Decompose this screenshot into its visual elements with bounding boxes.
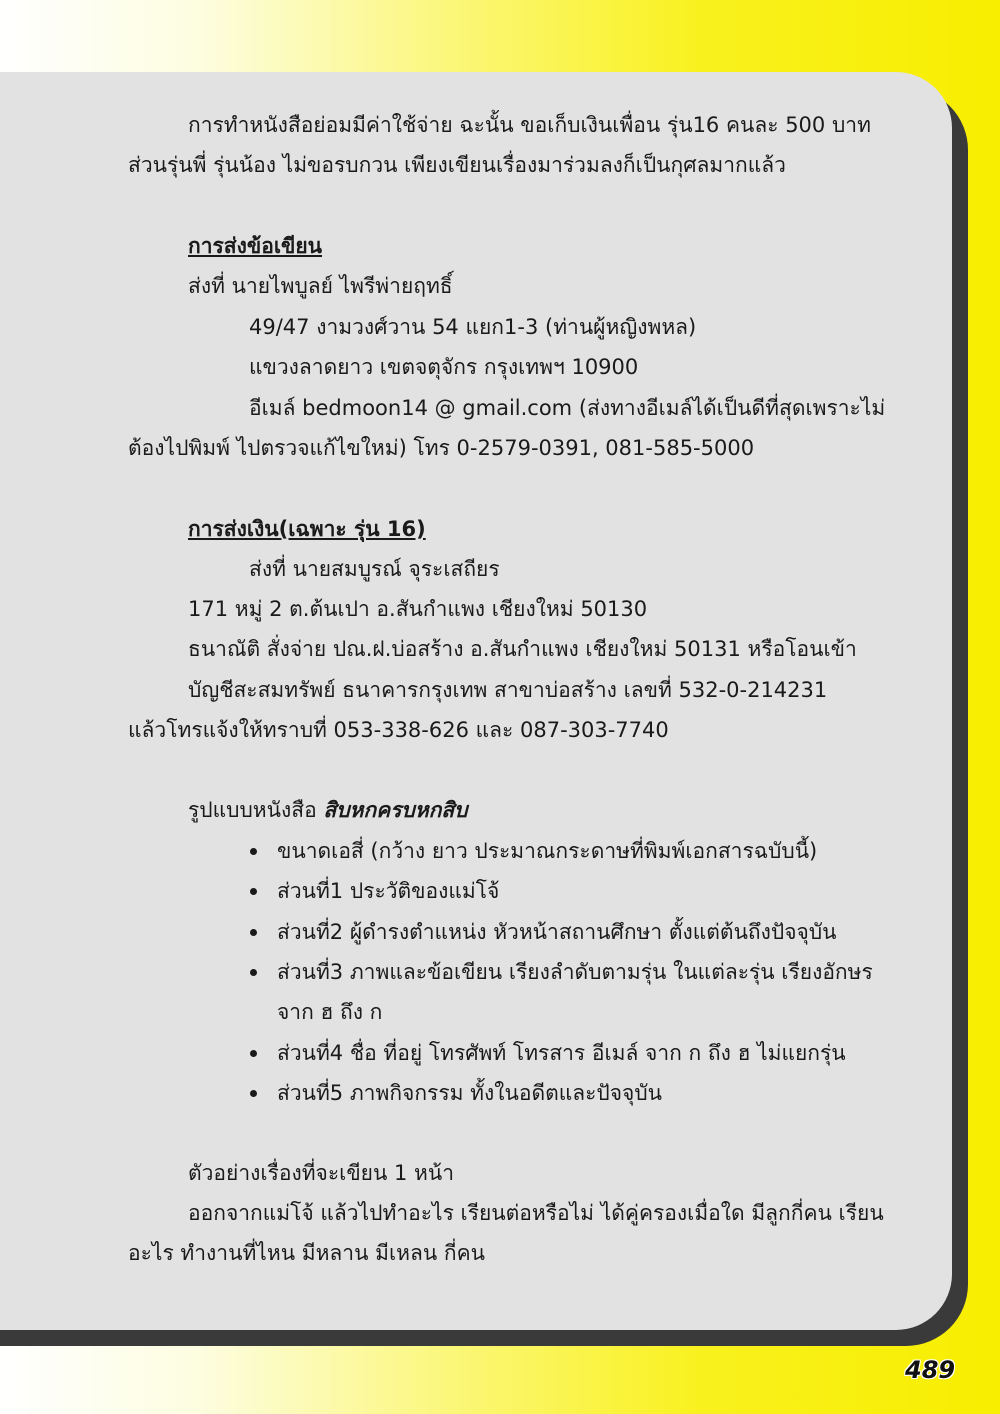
format-item-6: ส่วนที่5 ภาพกิจกรรม ทั้งในอดีตและปัจจุบัน (277, 1081, 663, 1105)
format-label: รูปแบบหนังสือ (188, 798, 317, 822)
bullet-dot (250, 848, 257, 855)
format-item-4: ส่วนที่3 ภาพและข้อเขียน เรียงลำดับตามรุ่น ในแต่ละรุ่น เรียงอักษร (277, 960, 873, 984)
writing-phone-line: ต้องไปพิมพ์ ไปตรวจแก้ไขใหม่) โทร 0-2579-0391, 081-585-5000 (128, 436, 755, 460)
intro-line-1: การทำหนังสือย่อมมีค่าใช้จ่าย ฉะนั้น ขอเก็บเงินเพื่อน รุ่น16 คนละ 500 บาท (188, 113, 871, 137)
money-bank-line: บัญชีสะสมทรัพย์ ธนาคารกรุงเทพ สาขาบ่อสร้าง เลขที่ 532-0-214231 (188, 678, 828, 702)
bullet-dot (250, 969, 257, 976)
writing-email-line: อีเมล์ bedmoon14 @ gmail.com (ส่งทางอีเมล์ได้เป็นดีที่สุดเพราะไม่ (249, 396, 886, 420)
format-item-1: ขนาดเอสี่ (กว้าง ยาว ประมาณกระดาษที่พิมพ์เอกสารฉบับนี้) (277, 839, 818, 863)
format-heading (188, 795, 467, 825)
money-address: 171 หมู่ 2 ต.ต้นเปา อ.สันกำแพง เชียงใหม่ 50130 (188, 597, 648, 621)
writing-address-1: 49/47 งามวงศ์วาน 54 แยก1-3 (ท่านผู้หญิงพหล) (249, 315, 697, 339)
format-item-4-cont: จาก ฮ ถึง ก (277, 1000, 383, 1024)
book-title: สิบหกครบหกสิบ (323, 798, 468, 822)
example-line-1: ออกจากแม่โจ้ แล้วไปทำอะไร เรียนต่อหรือไม่ ได้คู่ครองเมื่อใด มีลูกกี่คน เรียน (188, 1201, 884, 1225)
writing-send-to: ส่งที่ นายไพบูลย์ ไพรีพ่ายฤทธิ์ (188, 274, 453, 298)
bullet-dot (250, 1090, 257, 1097)
example-line-2: อะไร ทำงานที่ไหน มีหลาน มีเหลน กี่คน (128, 1241, 485, 1265)
writing-heading: การส่งข้อเขียน (188, 234, 323, 258)
writing-address-2: แขวงลาดยาว เขตจตุจักร กรุงเทพฯ 10900 (249, 355, 639, 379)
bullet-dot (250, 888, 257, 895)
example-heading: ตัวอย่างเรื่องที่จะเขียน 1 หน้า (188, 1161, 455, 1185)
money-notify-line: แล้วโทรแจ้งให้ทราบที่ 053-338-626 และ 087-303-7740 (128, 718, 669, 742)
format-item-5: ส่วนที่4 ชื่อ ที่อยู่ โทรศัพท์ โทรสาร อีเมล์ จาก ก ถึง ฮ ไม่แยกรุ่น (277, 1041, 846, 1065)
format-item-3: ส่วนที่2 ผู้ดำรงตำแหน่ง หัวหน้าสถานศึกษา ตั้งแต่ต้นถึงปัจจุบัน (277, 920, 837, 944)
bullet-dot (250, 1050, 257, 1057)
format-item-2: ส่วนที่1 ประวัติของแม่โจ้ (277, 879, 500, 903)
intro-line-2: ส่วนรุ่นพี่ รุ่นน้อง ไม่ขอรบกวน เพียงเขียนเรื่องมาร่วมลงก็เป็นกุศลมากแล้ว (128, 153, 786, 177)
money-send-to: ส่งที่ นายสมบูรณ์ จุระเสถียร (249, 557, 500, 581)
money-heading: การส่งเงิน(เฉพาะ รุ่น 16) (188, 517, 426, 541)
bullet-dot (250, 929, 257, 936)
page-number: 489 (905, 1356, 956, 1384)
money-order-line: ธนาณัติ สั่งจ่าย ปณ.ฝ.บ่อสร้าง อ.สันกำแพง เชียงใหม่ 50131 หรือโอนเข้า (188, 637, 857, 661)
